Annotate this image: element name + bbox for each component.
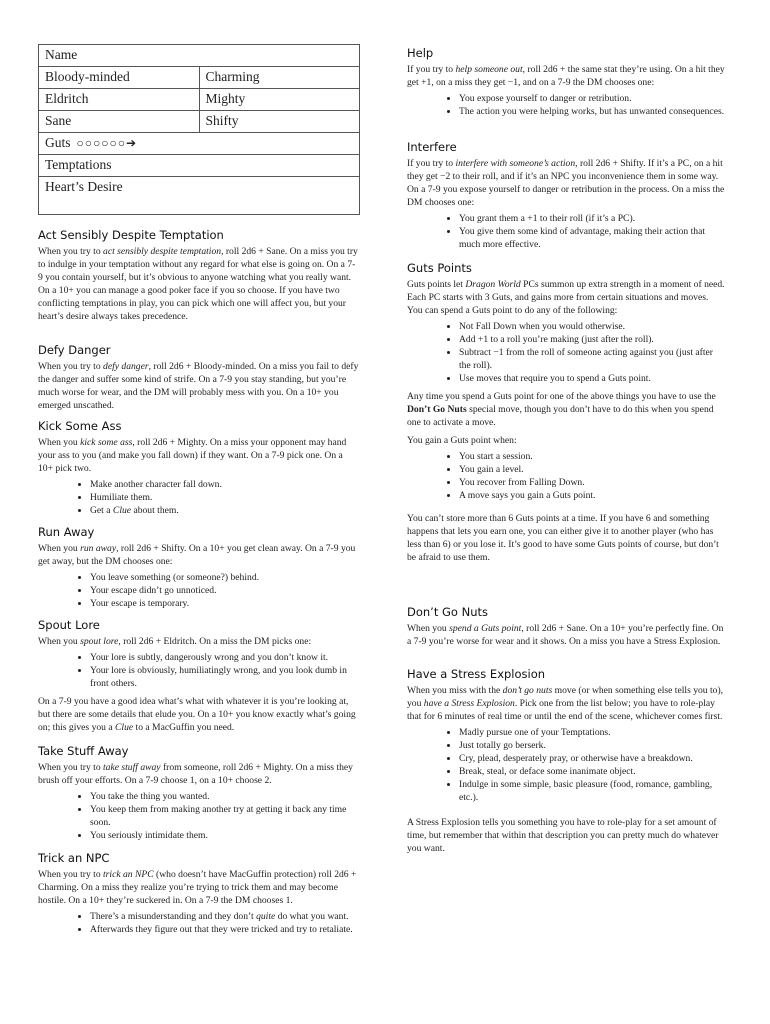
list-item: • A move says you gain a Guts point. — [459, 489, 725, 502]
take-stuff-away-section — [38, 744, 360, 842]
guts-points-text: Guts points let Dragon World PCs summon up extra strength in a moment of need. Each PC starts with 3 Guts, and gains more from certain situations and moves. You can spend a Guts point to do any of the following: — [407, 279, 725, 316]
dont-go-nuts-text: When you spend a Guts point, roll 2d6 + Sane. On a 10+ you’re perfectly fine. On a 7-9 you’re worse for wear and it shows. On a miss you have a Stress Explosion. — [407, 623, 724, 647]
spout-lore-list — [38, 651, 360, 690]
list-item: • You seriously intimidate them. — [90, 829, 360, 842]
stress-explosion-list — [407, 726, 725, 804]
help-text: If you try to help someone out, roll 2d6 + the same stat they’re using. On a hit they get +1, on a miss they get −1, and on a 7-9 the DM chooses one: — [407, 64, 725, 88]
name-label: Name — [45, 47, 78, 62]
help-list — [407, 92, 725, 118]
list-item: • Indulge in some simple, basic pleasure (food, romance, gambling, etc.). — [459, 778, 725, 804]
guts-gain-list — [407, 450, 725, 502]
list-item: • Break, steal, or deface some inanimate object. — [459, 765, 725, 778]
guts-field[interactable] — [39, 133, 360, 155]
list-item: • Your escape is temporary. — [90, 597, 360, 610]
trick-npc-heading: Trick an NPC — [38, 851, 110, 865]
help-heading: Help — [407, 46, 434, 60]
dont-go-nuts-heading: Don’t Go Nuts — [407, 605, 488, 619]
list-item: • Add +1 to a roll you’re making (just after the roll). — [459, 333, 725, 346]
charming-label: Charming — [205, 69, 260, 84]
kick-some-ass-heading: Kick Some Ass — [38, 419, 122, 433]
defy-danger-text: When you try to defy danger, roll 2d6 + Bloody-minded. On a miss you fail to defy the danger and suffer some kind of strife. On a 7-9 you stay standing, but you’re much worse for wear, and the DM will probably mess with you. On a 10+ you emerged unscathed. — [38, 361, 359, 411]
list-item: • Just totally go berserk. — [459, 739, 725, 752]
dont-go-nuts-section — [407, 605, 725, 648]
defy-danger-section — [38, 343, 360, 412]
list-item: • Your lore is obviously, humiliatingly wrong, and you look dumb in front others. — [90, 664, 360, 690]
list-item: • You leave something (or someone?) behind. — [90, 571, 360, 584]
eldritch-field[interactable] — [39, 89, 200, 111]
list-item: • You recover from Falling Down. — [459, 476, 725, 489]
list-item: • Cry, plead, desperately pray, or otherwise have a breakdown. — [459, 752, 725, 765]
list-item: • You grant them a +1 to their roll (if it’s a PC). — [459, 212, 725, 225]
character-sheet — [38, 44, 360, 215]
take-stuff-away-list — [38, 790, 360, 842]
list-item: • The action you were helping works, but has unwanted consequences. — [459, 105, 725, 118]
list-item: • Madly pursue one of your Temptations. — [459, 726, 725, 739]
list-item: • Get a Clue about them. — [90, 504, 360, 517]
act-sensibly-section — [38, 228, 360, 323]
list-item: • Humiliate them. — [90, 491, 360, 504]
hearts-desire-field[interactable] — [39, 177, 360, 215]
eldritch-label: Eldritch — [45, 91, 89, 106]
run-away-text: When you run away, roll 2d6 + Shifty. On a 10+ you get clean away. On a 7-9 you get away, but the DM chooses one: — [38, 543, 356, 567]
stress-explosion-text: When you miss with the don’t go nuts move (or when something else tells you to), you have a Stress Explosion. Pick one from the list below; you have to role-play that for 6 minutes of real time or until the end of the scene, whichever comes first. — [407, 685, 724, 722]
list-item: • You start a session. — [459, 450, 725, 463]
list-item: • You take the thing you wanted. — [90, 790, 360, 803]
sane-label: Sane — [45, 113, 72, 128]
list-item: • You gain a level. — [459, 463, 725, 476]
guts-gain-intro: You gain a Guts point when: — [407, 435, 517, 446]
list-item: • There’s a misunderstanding and they don’t quite do what you want. — [90, 910, 360, 923]
stress-explosion-section — [407, 667, 725, 855]
take-stuff-away-heading: Take Stuff Away — [38, 744, 129, 758]
list-item: • Afterwards they figure out that they were tricked and try to retaliate. — [90, 923, 360, 936]
kick-some-ass-text: When you kick some ass, roll 2d6 + Mighty. On a miss your opponent may hand your ass to you (and make you fall down) if they want. On a 7-9 pick one. On a 10+ pick two. — [38, 437, 347, 474]
spout-lore-after-text: On a 7-9 you have a good idea what’s what with whatever it is you’re looking at, but there are some details that elude you. On a 10+ you know exactly what’s going on; this gives you a Clue to a MacGuffin you need. — [38, 696, 356, 733]
sane-field[interactable] — [39, 111, 200, 133]
hearts-desire-label: Heart’s Desire — [45, 179, 123, 194]
name-field[interactable] — [39, 45, 360, 67]
stress-explosion-heading: Have a Stress Explosion — [407, 667, 546, 681]
guts-points-section — [407, 261, 725, 564]
guts-spend-note: Any time you spend a Guts point for one of the above things you have to use the Don’t Go Nuts special move, though you don’t have to do this when you spend one to activate a move. — [407, 391, 716, 428]
list-item: • Your escape didn’t go unnoticed. — [90, 584, 360, 597]
help-section — [407, 46, 725, 118]
interfere-heading: Interfere — [407, 140, 457, 154]
guts-circles-icon[interactable]: ○○○○○○➔ — [76, 136, 138, 150]
act-sensibly-heading: Act Sensibly Despite Temptation — [38, 228, 224, 242]
shifty-field[interactable] — [199, 111, 360, 133]
guts-spend-list — [407, 320, 725, 385]
list-item: • Use moves that require you to spend a Guts point. — [459, 372, 725, 385]
spout-lore-text: When you spout lore, roll 2d6 + Eldritch. On a miss the DM picks one: — [38, 636, 312, 647]
kick-some-ass-section — [38, 419, 360, 517]
list-item: • You give them some kind of advantage, making their action that much more effective. — [459, 225, 725, 251]
guts-label: Guts — [45, 135, 71, 150]
trick-npc-list — [38, 910, 360, 936]
kick-some-ass-list — [38, 478, 360, 517]
list-item: • Make another character fall down. — [90, 478, 360, 491]
list-item: • Subtract −1 from the roll of someone acting against you (just after the roll). — [459, 346, 725, 372]
defy-danger-heading: Defy Danger — [38, 343, 111, 357]
run-away-list — [38, 571, 360, 610]
temptations-field[interactable] — [39, 155, 360, 177]
trick-npc-text: When you try to trick an NPC (who doesn’t have MacGuffin protection) roll 2d6 + Charming. On a miss they realize you’re trying to trick them and may become hostile. On a 10+ they’re suckered in. On a 7-9 the DM chooses 1. — [38, 869, 357, 906]
run-away-section — [38, 525, 360, 610]
temptations-label: Temptations — [45, 157, 112, 172]
guts-storage-note: You can’t store more than 6 Guts points at a time. If you have 6 and something happens that lets you earn one, you can either give it to another player (who has less than 6) or you lose it. It’s good to have some Guts points of course, but don’t be afraid to use them. — [407, 513, 719, 563]
bloody-minded-label: Bloody-minded — [45, 69, 130, 84]
mighty-field[interactable] — [199, 89, 360, 111]
trick-npc-section — [38, 851, 360, 936]
interfere-section — [407, 140, 725, 251]
interfere-list — [407, 212, 725, 251]
charming-field[interactable] — [199, 67, 360, 89]
list-item: • You keep them from making another try at getting it back any time soon. — [90, 803, 360, 829]
interfere-text: If you try to interfere with someone’s action, roll 2d6 + Shifty. If it’s a PC, on a hit they get −2 to their roll, and if it’s an NPC you inconvenience them in some way. On a 7-9 you expose yourself to danger or retribution in the process. On a miss the DM chooses one: — [407, 158, 725, 208]
stress-explosion-note: A Stress Explosion tells you something you have to role-play for a set amount of time, but remember that within that description you can pretty much do whatever you want. — [407, 817, 719, 854]
shifty-label: Shifty — [205, 113, 239, 128]
list-item: • Your lore is subtly, dangerously wrong and you don’t know it. — [90, 651, 360, 664]
guts-points-heading: Guts Points — [407, 261, 472, 275]
bloody-minded-field[interactable] — [39, 67, 200, 89]
list-item: • Not Fall Down when you would otherwise. — [459, 320, 725, 333]
spout-lore-section — [38, 618, 360, 734]
mighty-label: Mighty — [205, 91, 246, 106]
take-stuff-away-text: When you try to take stuff away from someone, roll 2d6 + Mighty. On a miss they brush off your efforts. On a 7-9 choose 1, on a 10+ choose 2. — [38, 762, 353, 786]
run-away-heading: Run Away — [38, 525, 95, 539]
list-item: • You expose yourself to danger or retribution. — [459, 92, 725, 105]
act-sensibly-text: When you try to act sensibly despite temptation, roll 2d6 + Sane. On a miss you try to indulge in your temptation without any regard for what else is going on. On a 7-9 you contain yourself, but it’s obvious to anyone watching what you really want. On a 10+ you can manage a good poker face if you so choose. If you have two conflicting temptations in play, you can pick which one will affect you, but your heart’s desire always takes precedence. — [38, 246, 358, 322]
spout-lore-heading: Spout Lore — [38, 618, 100, 632]
